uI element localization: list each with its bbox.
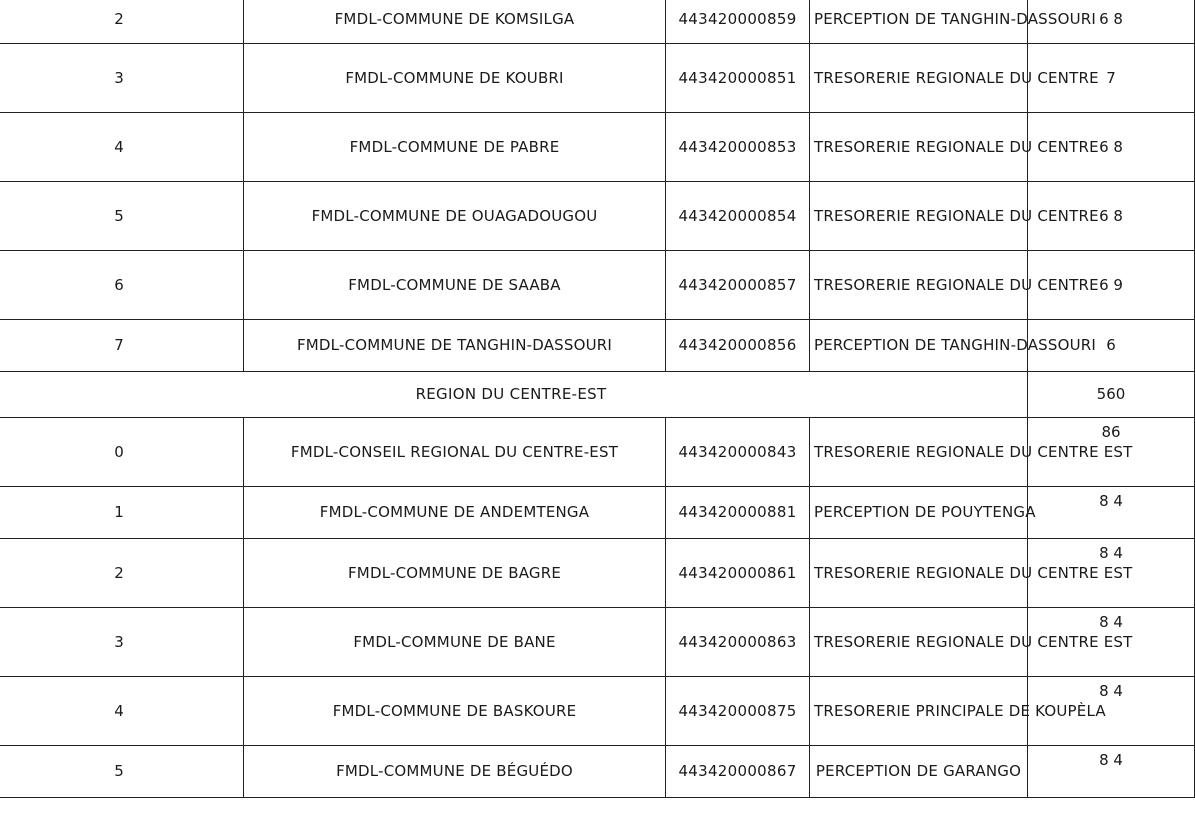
amount: 6 8 bbox=[1028, 0, 1195, 44]
table-row bbox=[0, 487, 1195, 539]
table-row bbox=[0, 608, 1195, 677]
table-row bbox=[0, 113, 1195, 182]
row-number: 0 bbox=[0, 418, 244, 487]
row-number: 7 bbox=[0, 320, 244, 372]
region-header-row bbox=[0, 372, 1195, 418]
treasury-office: TRESORERIE REGIONALE DU CENTRE EST bbox=[810, 418, 1028, 487]
amount: 8 4 bbox=[1028, 539, 1195, 608]
region-total: 560 bbox=[1028, 372, 1195, 418]
account-number: 443420000859 bbox=[666, 0, 810, 44]
treasury-office: TRESORERIE PRINCIPALE DE KOUPÈLA bbox=[810, 677, 1028, 746]
row-number: 3 bbox=[0, 608, 244, 677]
table-row bbox=[0, 539, 1195, 608]
table-row bbox=[0, 320, 1195, 372]
treasury-office: TRESORERIE REGIONALE DU CENTRE EST bbox=[810, 539, 1028, 608]
treasury-office: TRESORERIE REGIONALE DU CENTRE bbox=[810, 182, 1028, 251]
beneficiary-name: FMDL-COMMUNE DE BASKOURE bbox=[244, 677, 666, 746]
account-number: 443420000857 bbox=[666, 251, 810, 320]
treasury-office: PERCEPTION DE POUYTENGA bbox=[810, 487, 1028, 539]
account-number: 443420000843 bbox=[666, 418, 810, 487]
account-number: 443420000854 bbox=[666, 182, 810, 251]
amount: 86 bbox=[1028, 418, 1195, 487]
account-number: 443420000875 bbox=[666, 677, 810, 746]
amount: 8 4 bbox=[1028, 487, 1195, 539]
beneficiary-name: FMDL-COMMUNE DE OUAGADOUGOU bbox=[244, 182, 666, 251]
account-number: 443420000853 bbox=[666, 113, 810, 182]
amount: 8 4 bbox=[1028, 677, 1195, 746]
table-row bbox=[0, 418, 1195, 487]
account-number: 443420000867 bbox=[666, 746, 810, 798]
beneficiary-name: FMDL-COMMUNE DE KOUBRI bbox=[244, 44, 666, 113]
treasury-office: TRESORERIE REGIONALE DU CENTRE bbox=[810, 44, 1028, 113]
account-number: 443420000861 bbox=[666, 539, 810, 608]
beneficiary-name: FMDL-CONSEIL REGIONAL DU CENTRE-EST bbox=[244, 418, 666, 487]
beneficiary-name: FMDL-COMMUNE DE KOMSILGA bbox=[244, 0, 666, 44]
amount: 8 4 bbox=[1028, 746, 1195, 798]
account-number: 443420000863 bbox=[666, 608, 810, 677]
table-row bbox=[0, 677, 1195, 746]
beneficiary-name: FMDL-COMMUNE DE BAGRE bbox=[244, 539, 666, 608]
beneficiary-name: FMDL-COMMUNE DE BANE bbox=[244, 608, 666, 677]
beneficiary-name: FMDL-COMMUNE DE PABRE bbox=[244, 113, 666, 182]
account-number: 443420000881 bbox=[666, 487, 810, 539]
beneficiary-name: FMDL-COMMUNE DE BÉGUÉDO bbox=[244, 746, 666, 798]
row-number: 2 bbox=[0, 539, 244, 608]
account-number: 443420000856 bbox=[666, 320, 810, 372]
amount: 6 8 bbox=[1028, 113, 1195, 182]
amount: 8 4 bbox=[1028, 608, 1195, 677]
beneficiary-name: FMDL-COMMUNE DE TANGHIN-DASSOURI bbox=[244, 320, 666, 372]
table-row bbox=[0, 746, 1195, 798]
row-number: 3 bbox=[0, 44, 244, 113]
account-number: 443420000851 bbox=[666, 44, 810, 113]
beneficiary-name: FMDL-COMMUNE DE SAABA bbox=[244, 251, 666, 320]
treasury-office: PERCEPTION DE TANGHIN-DASSOURI bbox=[810, 320, 1028, 372]
amount: 6 9 bbox=[1028, 251, 1195, 320]
row-number: 4 bbox=[0, 677, 244, 746]
table-row bbox=[0, 0, 1195, 44]
treasury-office: PERCEPTION DE GARANGO bbox=[810, 746, 1028, 798]
treasury-office: TRESORERIE REGIONALE DU CENTRE bbox=[810, 113, 1028, 182]
table-row bbox=[0, 44, 1195, 113]
beneficiary-name: FMDL-COMMUNE DE ANDEMTENGA bbox=[244, 487, 666, 539]
amount: 7 bbox=[1028, 44, 1195, 113]
amount: 6 8 bbox=[1028, 182, 1195, 251]
treasury-office: TRESORERIE REGIONALE DU CENTRE EST bbox=[810, 608, 1028, 677]
row-number: 6 bbox=[0, 251, 244, 320]
table-row bbox=[0, 182, 1195, 251]
row-number: 1 bbox=[0, 487, 244, 539]
row-number: 5 bbox=[0, 182, 244, 251]
table-row bbox=[0, 251, 1195, 320]
row-number: 5 bbox=[0, 746, 244, 798]
treasury-office: PERCEPTION DE TANGHIN-DASSOURI bbox=[810, 0, 1028, 44]
row-number: 4 bbox=[0, 113, 244, 182]
row-number: 2 bbox=[0, 0, 244, 44]
region-title: REGION DU CENTRE-EST bbox=[0, 372, 1028, 418]
amount: 6 bbox=[1028, 320, 1195, 372]
treasury-office: TRESORERIE REGIONALE DU CENTRE bbox=[810, 251, 1028, 320]
